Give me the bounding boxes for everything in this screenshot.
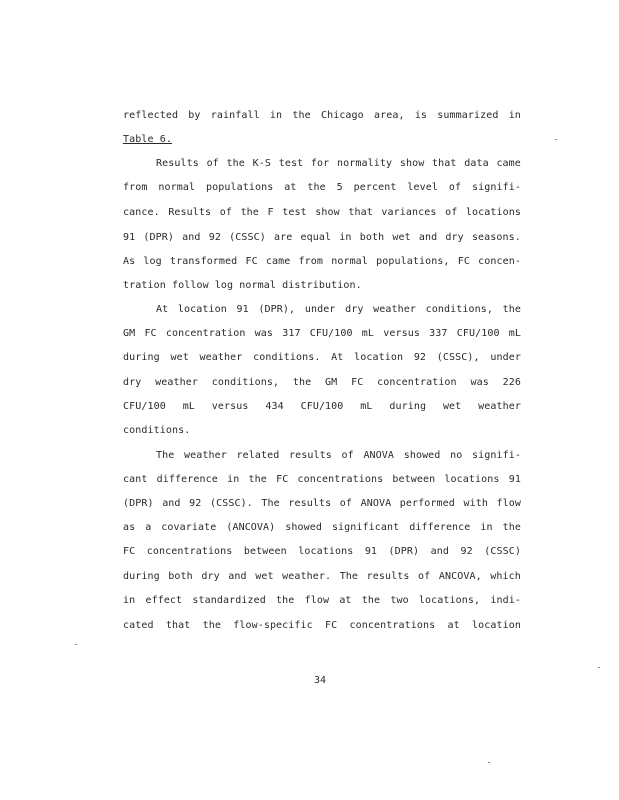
text-line-18: as a covariate (ANCOVA) showed significant difference in the bbox=[123, 522, 521, 533]
page-number: 34 bbox=[313, 675, 327, 686]
text-line-5: cance. Results of the F test show that variances of locations bbox=[123, 207, 521, 218]
text-line-20: during both dry and wet weather. The results of ANCOVA, which bbox=[123, 571, 521, 582]
text-line-4: from normal populations at the 5 percent level of signifi- bbox=[123, 182, 521, 193]
text-line-12: dry weather conditions, the GM FC concentration was 226 bbox=[123, 377, 521, 388]
text-line-14: conditions. bbox=[123, 425, 191, 436]
text-line-6: 91 (DPR) and 92 (CSSC) are equal in both wet and dry seasons. bbox=[123, 232, 521, 243]
text-line-19: FC concentrations between locations 91 (DPR) and 92 (CSSC) bbox=[123, 546, 521, 557]
text-line-22: cated that the flow-specific FC concentrations at location bbox=[123, 620, 521, 631]
text-line-16: cant difference in the FC concentrations between locations 91 bbox=[123, 474, 521, 485]
scan-speck bbox=[75, 644, 77, 645]
text-line-1: reflected by rainfall in the Chicago area, is summarized in bbox=[123, 110, 521, 121]
text-line-17: (DPR) and 92 (CSSC). The results of ANOVA performed with flow bbox=[123, 498, 521, 509]
scan-speck bbox=[488, 762, 490, 763]
text-line-8: tration follow log normal distribution. bbox=[123, 280, 362, 291]
text-line-7: As log transformed FC came from normal populations, FC concen- bbox=[123, 256, 521, 267]
text-line-10: GM FC concentration was 317 CFU/100 mL versus 337 CFU/100 mL bbox=[123, 328, 521, 339]
text-line-21: in effect standardized the flow at the two locations, indi- bbox=[123, 595, 521, 606]
text-line-13: CFU/100 mL versus 434 CFU/100 mL during wet weather bbox=[123, 401, 521, 412]
scan-speck bbox=[598, 667, 600, 668]
scan-speck bbox=[555, 139, 557, 140]
table-reference: Table 6. bbox=[123, 134, 172, 145]
text-line-11: during wet weather conditions. At location 92 (CSSC), under bbox=[123, 352, 521, 363]
text-line-15: The weather related results of ANOVA showed no signifi- bbox=[156, 450, 521, 461]
text-line-9: At location 91 (DPR), under dry weather conditions, the bbox=[156, 304, 521, 315]
text-line-3: Results of the K-S test for normality show that data came bbox=[156, 158, 521, 169]
